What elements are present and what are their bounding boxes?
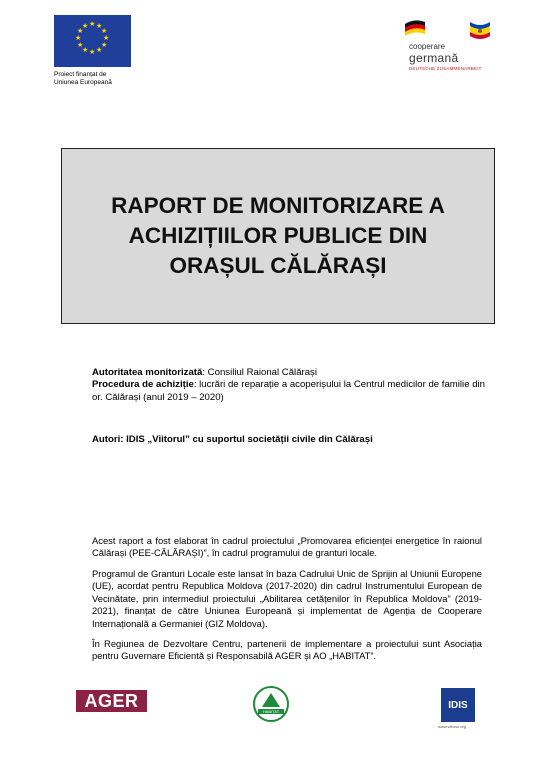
procurement-procedure [92, 379, 487, 404]
procedure-label: Procedura de achiziție [92, 379, 194, 390]
eu-star-icon: ★ [101, 28, 108, 35]
eu-caption-line2: Uniunea Europeană [54, 79, 112, 86]
eu-star-icon: ★ [96, 47, 103, 54]
gc-logo-line3: DEUTSCHE ZUSAMMENARBEIT [409, 66, 482, 71]
eu-caption [54, 71, 174, 87]
gc-logo-line1: cooperare [409, 42, 446, 51]
eu-star-icon: ★ [82, 47, 89, 54]
eu-star-icon: ★ [77, 42, 84, 49]
paragraph-partners: În Regiunea de Dezvoltare Centru, partenerii de implementare a proiectului sunt Asociația pentru Guvernare Eficientă și Responsabilă AGER și AO „HABITAT”. [92, 638, 482, 662]
authority-label: Autoritatea monitorizată [92, 367, 203, 378]
habitat-logo [252, 685, 290, 723]
eu-star-icon: ★ [77, 28, 84, 35]
procedure-value: : lucrări de reparație a acoperișului la Centrul medicilor de familie din or. Călărași (anul 2019 – 2020) [92, 379, 485, 403]
paragraph-project: Acest raport a fost elaborat în cadrul proiectului „Promovarea eficienței energetice în raionul Călărași (PEE-CĂLĂRAȘI)”, în cadrul programului de granturi locale. [92, 535, 482, 559]
eu-star-icon: ★ [82, 23, 89, 30]
idis-caption: www.viitorul.org [438, 724, 467, 729]
habitat-logo-text: HABITAT [262, 709, 280, 714]
title-box [61, 148, 495, 324]
eu-star-icon: ★ [103, 35, 110, 42]
moldova-flag-icon [468, 18, 492, 40]
eu-star-icon: ★ [96, 23, 103, 30]
title-line1: RAPORT DE MONITORIZARE A [111, 193, 445, 218]
gc-logo-line2: germană [409, 51, 459, 65]
report-title [78, 191, 478, 281]
title-line2: ACHIZIȚIILOR PUBLICE DIN [128, 223, 428, 248]
eu-star-icon: ★ [89, 21, 96, 28]
monitored-authority [92, 367, 487, 380]
authority-value: : Consiliul Raional Călărași [202, 367, 317, 378]
eu-star-icon: ★ [75, 35, 82, 42]
eu-flag-logo [54, 15, 131, 67]
authors-line: Autori: IDIS „Viitorul” cu suportul societății civile din Călărași [92, 434, 373, 445]
germany-flag-icon [404, 18, 426, 38]
eu-caption-line1: Proiect finanțat de [54, 71, 107, 78]
idis-logo: IDIS [441, 688, 475, 722]
ager-logo: AGER [76, 690, 147, 712]
title-line3: ORAȘUL CĂLĂRAȘI [169, 253, 387, 278]
eu-star-icon: ★ [101, 42, 108, 49]
paragraph-grant-program: Programul de Granturi Locale este lansat în baza Cadrului Unic de Sprijin al Uniunii Europene (UE), acordat pentru Republica Moldova (2017-2020) din cadrul Instrumentului European de Vecinătate, prin intermediul proiectului „Abilitarea cetățenilor în Republica Moldova” (2019-2021), finanțat de către Uniunea Europeană și implementat de Agenția de Cooperare Internațională a Germaniei (GIZ Moldova). [92, 568, 482, 629]
eu-star-icon: ★ [89, 49, 96, 56]
